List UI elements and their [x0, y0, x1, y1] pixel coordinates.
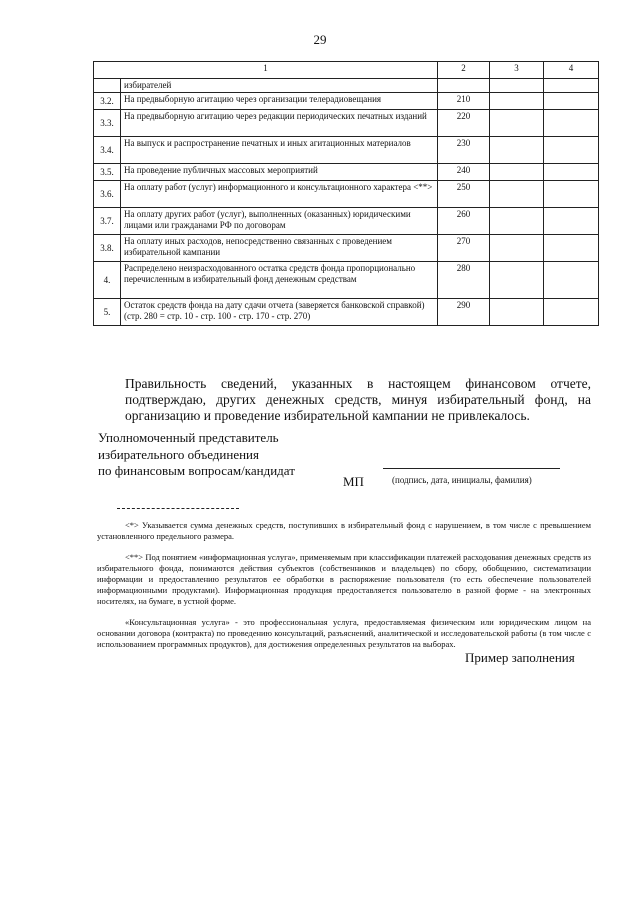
- row-value-col-3: [490, 262, 544, 299]
- continuation-text: избирателей: [121, 79, 438, 93]
- row-description: Распределено неизрасходованного остатка средств фонда пропорционально перечисленным в избирательный фонд денежным средствам: [121, 262, 438, 299]
- table-row: [94, 208, 599, 235]
- row-number: 3.4.: [94, 137, 121, 164]
- row-description: На проведение публичных массовых мероприятий: [121, 164, 438, 181]
- row-description: На оплату иных расходов, непосредственно связанных с проведением избирательной кампании: [121, 235, 438, 262]
- row-code: 250: [438, 181, 490, 208]
- continuation-row: [94, 79, 599, 93]
- row-code: 220: [438, 110, 490, 137]
- row-value-col-3: [490, 110, 544, 137]
- row-number: 3.5.: [94, 164, 121, 181]
- footnote-2: <**> Под понятием «информационная услуга», применяемым при классификации платежей расходования денежных средств из избирательного фонда, понимаются действия субъектов (собственников и владельцев) по сбору, обобщению, систематизации информации и предоставлению результатов ее обработки в распоряжение пользователя (то есть обеспечение пользователей информационными продуктами). Информационная продукция предоставляется пользователю в разной форме - на электронных носителях, на бумаге, в устной форме.: [97, 552, 591, 606]
- signatory-line-2: избирательного объединения: [98, 446, 259, 462]
- row-description: На оплату других работ (услуг), выполненных (оказанных) юридическими лицами или гражданами РФ по договорам: [121, 208, 438, 235]
- header-col-4: 4: [544, 62, 599, 79]
- row-value-col-3: [490, 164, 544, 181]
- row-code: 290: [438, 299, 490, 326]
- row-number: 5.: [94, 299, 121, 326]
- row-value-col-4: [544, 181, 599, 208]
- certification-statement: Правильность сведений, указанных в настоящем финансовом отчете, подтверждаю, других денежных средств, минуя избирательный фонд, на организацию и проведение избирательной кампании не привлекалось.: [125, 376, 591, 423]
- row-code: 210: [438, 93, 490, 110]
- table-row: [94, 164, 599, 181]
- row-code: 260: [438, 208, 490, 235]
- row-number: 3.8.: [94, 235, 121, 262]
- table-row: [94, 262, 599, 299]
- footnote-3: «Консультационная услуга» - это профессиональная услуга, предоставляемая физическим или юридическим лицом на основании договора (контракта) по проведению консультаций, разъяснений, аналитической и исследовательской работы (в том числе с использованием программных продуктов), для достижения определенных результатов на выборах.: [97, 617, 591, 649]
- footnote-1: <*> Указывается сумма денежных средств, поступивших в избирательный фонд с нарушением, в том числе с превышением установленного предельного размера.: [97, 520, 591, 541]
- row-number: 3.3.: [94, 110, 121, 137]
- row-code: 240: [438, 164, 490, 181]
- row-description: На оплату работ (услуг) информационного и консультационного характера <**>: [121, 181, 438, 208]
- header-col-1: 1: [94, 62, 438, 79]
- stamp-place-label: МП: [343, 474, 364, 489]
- table-row: [94, 235, 599, 262]
- row-code: 270: [438, 235, 490, 262]
- row-value-col-3: [490, 299, 544, 326]
- row-value-col-4: [544, 208, 599, 235]
- row-code: 230: [438, 137, 490, 164]
- page-number: 29: [313, 32, 327, 47]
- signatory-line-1: Уполномоченный представитель: [98, 430, 279, 445]
- row-value-col-3: [490, 181, 544, 208]
- header-col-3: 3: [490, 62, 544, 79]
- row-value-col-3: [490, 208, 544, 235]
- header-col-2: 2: [438, 62, 490, 79]
- row-value-col-4: [544, 137, 599, 164]
- signatory-line-3: по финансовым вопросам/кандидат: [98, 463, 295, 478]
- example-label: Пример заполнения: [465, 650, 575, 665]
- row-code: 280: [438, 262, 490, 299]
- row-description: На предвыборную агитацию через редакции периодических печатных изданий: [121, 110, 438, 137]
- row-value-col-4: [544, 93, 599, 110]
- row-description: На предвыборную агитацию через организации телерадиовещания: [121, 93, 438, 110]
- row-description: Остаток средств фонда на дату сдачи отчета (заверяется банковской справкой) (стр. 280 = стр. 10 - стр. 100 - стр. 170 - стр. 270): [121, 299, 438, 326]
- row-value-col-4: [544, 164, 599, 181]
- row-value-col-3: [490, 235, 544, 262]
- row-value-col-4: [544, 299, 599, 326]
- row-value-col-4: [544, 235, 599, 262]
- footnotes: [97, 520, 591, 660]
- row-value-col-4: [544, 110, 599, 137]
- row-number: 3.7.: [94, 208, 121, 235]
- row-value-col-4: [544, 262, 599, 299]
- signature-line: [383, 468, 560, 469]
- table-row: [94, 181, 599, 208]
- table-row: [94, 110, 599, 137]
- table-row: [94, 93, 599, 110]
- row-number: 3.2.: [94, 93, 121, 110]
- row-number: 4.: [94, 262, 121, 299]
- row-description: На выпуск и распространение печатных и иных агитационных материалов: [121, 137, 438, 164]
- row-value-col-3: [490, 137, 544, 164]
- signature-caption: (подпись, дата, инициалы, фамилия): [392, 475, 532, 485]
- footnote-divider: [117, 508, 239, 509]
- row-number: 3.6.: [94, 181, 121, 208]
- financial-report-table: [93, 61, 599, 326]
- row-value-col-3: [490, 93, 544, 110]
- signatory-block: [98, 430, 295, 480]
- table-row: [94, 299, 599, 326]
- table-row: [94, 137, 599, 164]
- table-header-row: [94, 62, 599, 79]
